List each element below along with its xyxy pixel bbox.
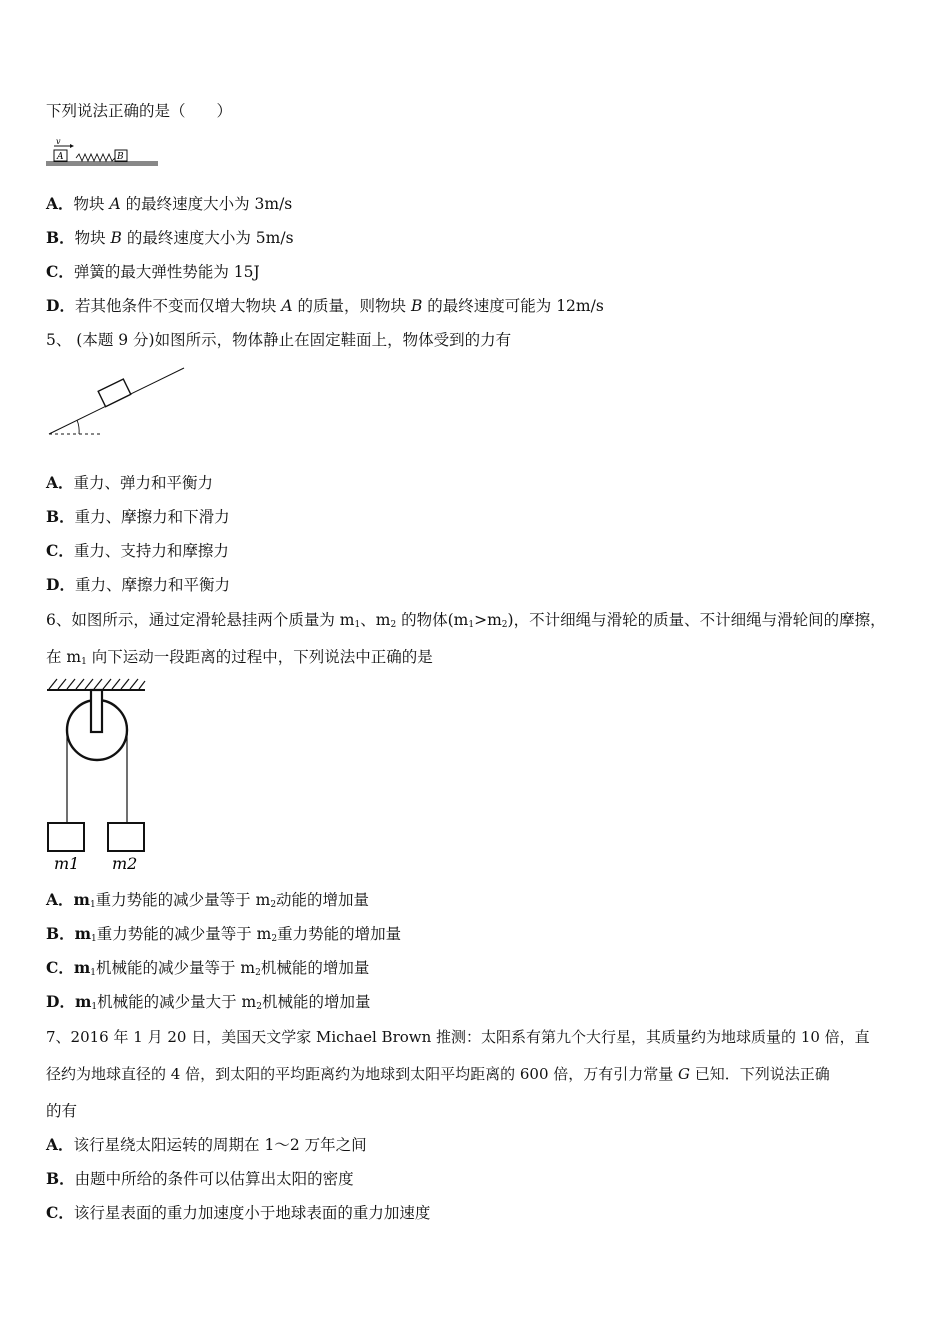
mass-m1-label: m1 — [54, 854, 80, 873]
angle-arc — [77, 420, 79, 434]
mass-m1 — [48, 823, 84, 851]
q7-option-c: C．该行星表面的重力加速度小于地球表面的重力加速度 — [46, 1203, 431, 1222]
q5-option-d: D．重力、摩擦力和平衡力 — [46, 575, 230, 594]
q6-stem-line1: 6、如图所示，通过定滑轮悬挂两个质量为 $m_1$、$m_2$ 的物体$(m_1>m_2)$，不计细绳与滑轮的质量、不计细绳与滑轮间的摩擦， — [46, 611, 886, 630]
q6-stem-line2: 在 $m_1$ 向下运动一段距离的过程中，下列说法中正确的是 — [46, 648, 433, 667]
spring — [76, 154, 115, 161]
incline-figure — [46, 366, 188, 440]
q4-option-a: A．物块 A 的最终速度大小为 3m/s — [46, 194, 293, 213]
mass-m2 — [108, 823, 144, 851]
q4-option-c: C．弹簧的最大弹性势能为 15J — [46, 262, 260, 281]
q5-stem: 5、 (本题 9 分)如图所示，物体静止在固定鞋面上，物体受到的力有 — [46, 331, 512, 349]
q5-option-b: B．重力、摩擦力和下滑力 — [46, 507, 230, 526]
ceiling-hatch — [49, 679, 145, 689]
pulley-figure — [44, 676, 150, 872]
q4-option-b: B．物块 B 的最终速度大小为 5m/s — [46, 228, 294, 247]
block-a-label: A — [57, 152, 64, 162]
q7-stem-line3: 的有 — [46, 1102, 78, 1120]
block-on-incline — [98, 379, 131, 407]
q6-option-d: D．$m_1$机械能的减少量大于 $m_2$机械能的增加量 — [46, 992, 371, 1012]
q7-stem-line1: 7、2016 年 1 月 20 日，美国天文学家 Michael Brown 推测：太阳系有第九个大行星，其质量约为地球质量的 10 倍，直 — [46, 1028, 870, 1046]
q7-option-b: B．由题中所给的条件可以估算出太阳的密度 — [46, 1169, 354, 1188]
block-b-label: B — [117, 152, 124, 162]
q4-stem: 下列说法正确的是（ ） — [46, 102, 233, 120]
q6-option-b: B．$m_1$重力势能的减少量等于 $m_2$重力势能的增加量 — [46, 924, 402, 944]
q7-stem-line2: 径约为地球直径的 4 倍，到太阳的平均距离约为地球到太阳平均距离的 600 倍，万有引力常量 G 已知．下列说法正确 — [46, 1065, 830, 1083]
q5-option-a: A．重力、弹力和平衡力 — [46, 473, 214, 492]
q5-option-c: C．重力、支持力和摩擦力 — [46, 541, 229, 560]
velocity-label: v — [56, 137, 61, 146]
q4-option-d: D．若其他条件不变而仅增大物块 A 的质量，则物块 B 的最终速度可能为 12m/s — [46, 296, 604, 315]
mass-m2-label: m2 — [112, 854, 138, 873]
spring-blocks-figure — [46, 136, 160, 170]
q7-option-a: A．该行星绕太阳运转的周期在 1～2 万年之间 — [46, 1135, 367, 1154]
ground-hatch — [46, 162, 158, 166]
q6-option-c: C．$m_1$机械能的减少量等于 $m_2$机械能的增加量 — [46, 958, 370, 978]
pulley-hanger — [91, 690, 102, 732]
q6-option-a: A．$m_1$重力势能的减少量等于 $m_2$动能的增加量 — [46, 890, 370, 910]
